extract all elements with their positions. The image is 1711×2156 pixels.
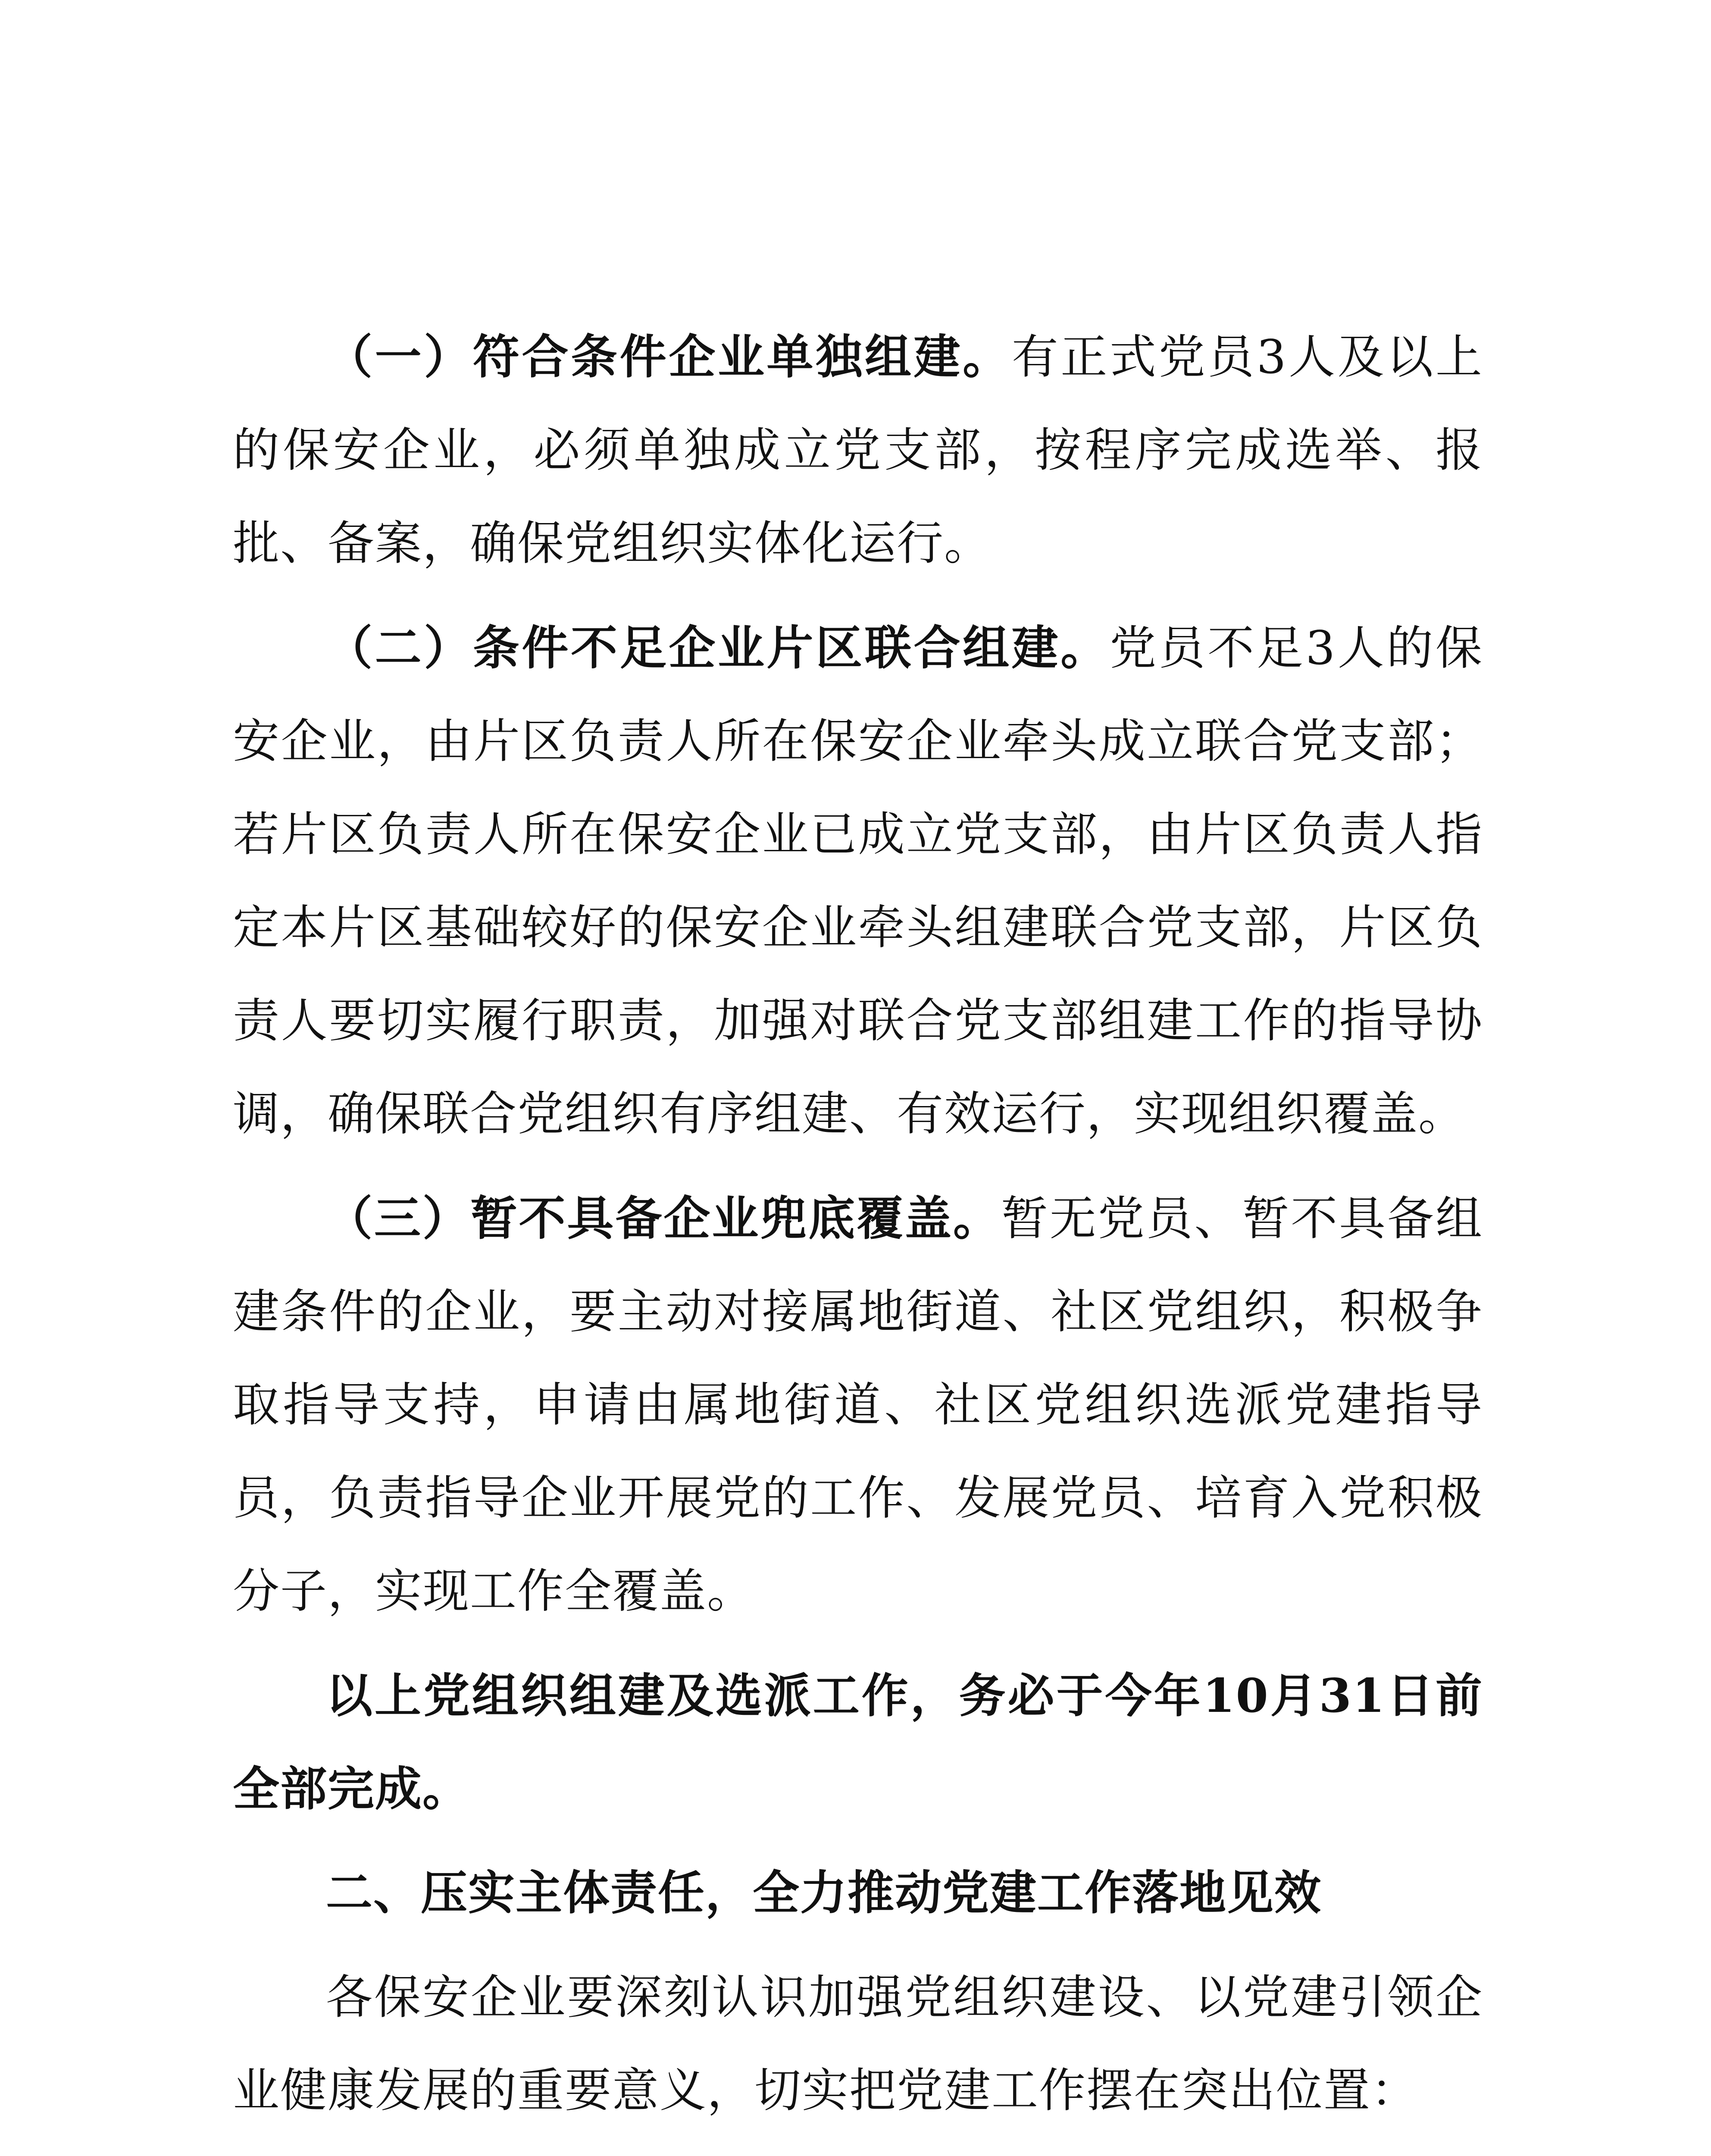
section-heading: 二、压实主体责任，全力推动党建工作落地见效: [326, 1866, 1322, 1920]
paragraph-fallback-coverage: [233, 1172, 1483, 1638]
paragraph-independent-establishment: [233, 310, 1483, 590]
paragraph-lead: （二）条件不足企业片区联合组建。: [326, 621, 1110, 675]
paragraph-joint-establishment: [233, 602, 1483, 1161]
paragraph-lead: （三）暂不具备企业兜底覆盖。: [326, 1191, 1001, 1246]
paragraph-body: 暂无党员、暂不具备组建条件的企业，要主动对接属地街道、社区党组织，积极争取指导支持，申请由属地街道、社区党组织选派党建指导员，负责指导企业开展党的工作、发展党员、培育入党积极分子，实现工作全覆盖。: [233, 1192, 1483, 1618]
document-page: [233, 310, 1483, 2156]
deadline-paragraph: 以上党组织组建及选派工作，务必于今年10月31日前全部完成。: [233, 1669, 1483, 1816]
paragraph-body: 有正式党员3人及以上的保安企业，必须单独成立党支部，按程序完成选举、报批、备案，确保党组织实体化运行。: [233, 330, 1483, 570]
paragraph-leader-responsibility: [233, 2149, 1483, 2156]
paragraph-lead: （一）符合条件企业单独组建。: [326, 330, 1012, 384]
paragraph-body: 党员不足3人的保安企业，由片区负责人所在保安企业牵头成立联合党支部；若片区负责人所在保安企业已成立党支部，由片区负责人指定本片区基础较好的保安企业牵头组建联合党支部，片区负责人要切实履行职责，加强对联合党支部组建工作的指导协调，确保联合党组织有序组建、有效运行，实现组织覆盖。: [233, 621, 1483, 1141]
section-intro: 各保安企业要深刻认识加强党组织建设、以党建引领企业健康发展的重要意义，切实把党建工作摆在突出位置：: [233, 1971, 1483, 2118]
